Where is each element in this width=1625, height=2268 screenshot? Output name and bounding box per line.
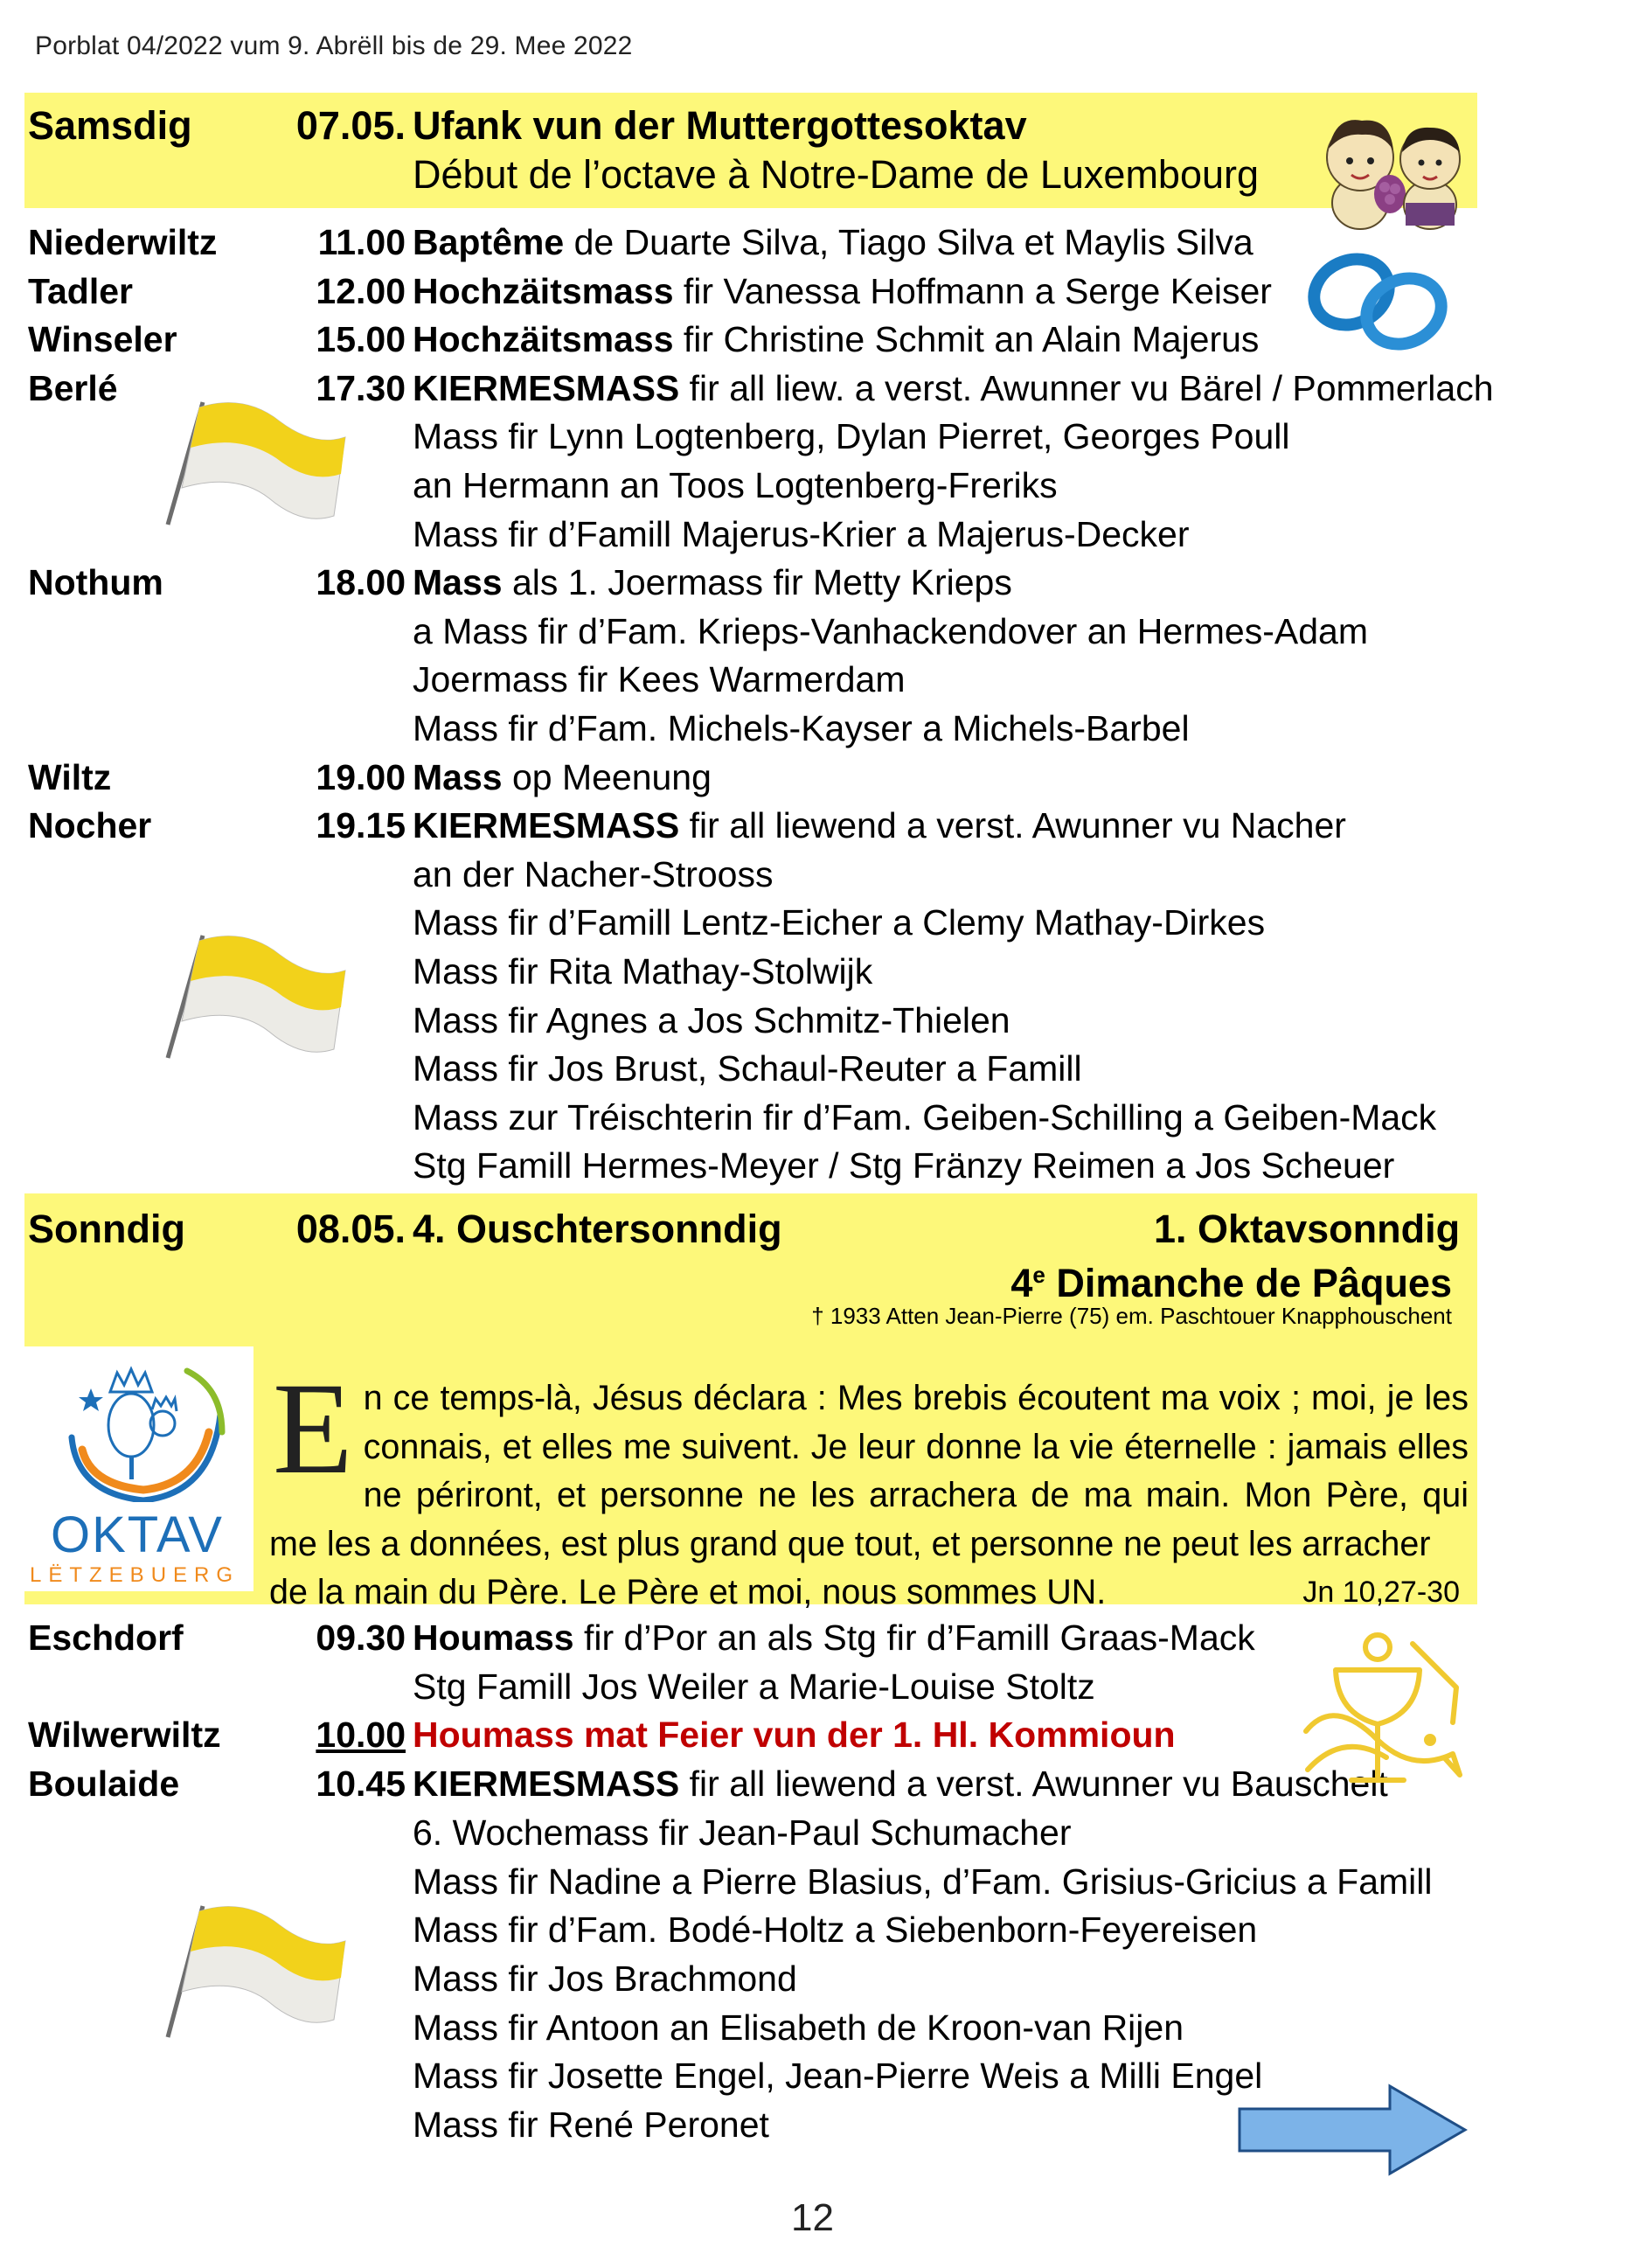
mass-intention: Mass zur Tréischterin fir d’Fam. Geiben-Schilling a Geiben-Mack <box>413 1096 1437 1137</box>
mass-time: 17.30 <box>316 367 406 408</box>
mass-intention: fir all liewend a verst. Awunner vu Bauschelt <box>679 1764 1388 1805</box>
mass-intention: Mass fir René Peronet <box>413 2105 769 2145</box>
mass-kind: Houmass mat Feier vun der 1. Hl. Kommioun <box>413 1715 1176 1756</box>
schedule-row <box>28 2003 1462 2052</box>
day-label: Sonndig <box>28 1207 185 1251</box>
mass-intention: Mass fir Agnes a Jos Schmitz-Thielen <box>413 999 1010 1040</box>
mass-intention: op Meenung <box>502 756 712 797</box>
schedule-row <box>28 1141 1462 1190</box>
gospel-text <box>269 1356 1469 1618</box>
mass-intention: fir d’Por an als Stg fir d’Famill Graas-Mack <box>573 1618 1255 1658</box>
mass-description <box>413 510 1190 559</box>
schedule-row <box>28 218 1462 267</box>
children-illustration <box>1309 107 1472 231</box>
mass-time: 12.00 <box>316 270 406 311</box>
mass-time: 10.45 <box>316 1764 406 1805</box>
mass-description <box>413 1613 1255 1662</box>
gospel-body: n ce temps-là, Jésus déclara : Mes brebis écoutent ma voix ; moi, je les connais, et elles me suivent. Je leur donne la vie éternelle : jamais elles ne périront, et personne ne les arrachera de ma main. Mon Père, qui me les a données, est plus grand que tout, et personne ne peut les arracher <box>269 1379 1469 1563</box>
mass-kind: Mass <box>413 562 503 603</box>
schedule-row <box>28 704 1462 753</box>
mass-description <box>413 461 1058 510</box>
mass-intention: Mass fir Lynn Logtenberg, Dylan Pierret, Georges Poull <box>413 416 1290 457</box>
mass-description <box>413 2003 1184 2052</box>
place-name: Boulaide <box>28 1764 180 1805</box>
mass-intention: Mass fir Antoon an Elisabeth de Kroon-van Rijen <box>413 2007 1184 2048</box>
schedule-row <box>28 1710 1462 1759</box>
mass-intention: fir Christine Schmit an Alain Majerus <box>673 319 1260 360</box>
saturday-heading <box>28 101 1462 150</box>
sunday-title-fr: 4e Dimanche de Pâques <box>1010 1261 1452 1305</box>
place-name: Wiltz <box>28 756 112 797</box>
octave-sunday-label: 1. Oktavsonndig <box>1154 1207 1461 1251</box>
mass-intention: Mass fir d’Fam. Bodé-Holtz a Siebenborn-Feyereisen <box>413 1910 1258 1951</box>
mass-kind: Hochzäitsmass <box>413 319 674 360</box>
mass-description <box>413 801 1346 850</box>
flag-icon <box>149 909 358 1084</box>
mass-intention: als 1. Joermass fir Metty Krieps <box>502 562 1012 603</box>
feast-title: Ufank vun der Muttergottesoktav <box>413 103 1027 148</box>
mass-intention: Joermass fir Kees Warmerdam <box>413 659 906 700</box>
gospel-last-line: de la main du Père. Le Père et moi, nous sommes UN. Jn 10,27-30 <box>269 1569 1469 1618</box>
place-name: Niederwiltz <box>28 222 218 262</box>
next-page-arrow-icon[interactable] <box>1236 2081 1472 2179</box>
date-label: 07.05. <box>295 103 406 148</box>
place-name: Wilwerwiltz <box>28 1715 221 1756</box>
place-name: Winseler <box>28 319 177 360</box>
mass-intention: Mass fir Nadine a Pierre Blasius, d’Fam. Grisius-Gricius a Famill <box>413 1861 1433 1902</box>
mass-time: 19.00 <box>316 756 406 797</box>
mass-description <box>413 218 1253 267</box>
mass-kind: Mass <box>413 756 503 797</box>
flag-icon <box>149 376 358 551</box>
place-name: Nothum <box>28 562 163 603</box>
mass-description <box>413 704 1190 753</box>
page-number: 12 <box>791 2196 834 2239</box>
oktav-emblem <box>56 1353 231 1502</box>
day-label: Samsdig <box>28 103 192 148</box>
place-name: Nocher <box>28 805 152 846</box>
mass-description <box>413 1759 1388 1808</box>
mass-description <box>413 850 773 899</box>
mass-description <box>413 2051 1262 2100</box>
schedule-row <box>28 655 1462 704</box>
schedule-row <box>28 267 1462 316</box>
saturday-subheading <box>28 150 1462 199</box>
mass-description <box>413 2100 769 2149</box>
schedule-row <box>28 801 1462 850</box>
schedule-row <box>28 1759 1462 1808</box>
mass-time: 18.00 <box>316 562 406 603</box>
mass-description <box>413 558 1012 607</box>
memorial-note: † 1933 Atten Jean-Pierre (75) em. Paschtouer Knapphouschent <box>811 1303 1452 1329</box>
gospel-reference: Jn 10,27-30 <box>1302 1576 1460 1609</box>
mass-description <box>413 1954 797 2003</box>
mass-description <box>413 267 1272 316</box>
mass-intention: Stg Famill Jos Weiler a Marie-Louise Stoltz <box>413 1666 1095 1707</box>
schedule-row <box>28 1093 1462 1142</box>
mass-description <box>413 412 1289 461</box>
mass-time: 10.00 <box>316 1715 406 1756</box>
mass-intention: Mass fir Rita Mathay-Stolwijk <box>413 951 873 991</box>
mass-intention: 6. Wochemass fir Jean-Paul Schumacher <box>413 1812 1072 1853</box>
mass-description <box>413 1662 1095 1711</box>
mass-description <box>413 753 712 802</box>
place-name: Eschdorf <box>28 1618 184 1658</box>
gospel-dropcap: E <box>273 1356 353 1501</box>
date-label: 08.05. <box>295 1207 406 1251</box>
schedule-row <box>28 1613 1462 1662</box>
mass-intention: Mass fir Josette Engel, Jean-Pierre Weis a Milli Engel <box>413 2056 1263 2097</box>
communion-symbol-icon <box>1281 1626 1474 1801</box>
mass-intention: Mass fir Jos Brachmond <box>413 1958 797 1999</box>
mass-intention: fir Vanessa Hoffmann a Serge Keiser <box>673 270 1272 311</box>
mass-kind: Hochzäitsmass <box>413 270 674 311</box>
mass-description <box>413 947 872 996</box>
schedule-row <box>28 753 1462 802</box>
mass-time: 19.15 <box>316 805 406 846</box>
page-header: Porblat 04/2022 vum 9. Abrëll bis de 29. Mee 2022 <box>35 31 633 60</box>
mass-intention: an der Nacher-Strooss <box>413 853 774 894</box>
schedule-row <box>28 558 1462 607</box>
mass-intention: Mass fir d’Fam. Michels-Kayser a Michels-Barbel <box>413 708 1190 748</box>
mass-description <box>413 1141 1394 1190</box>
mass-time: 09.30 <box>316 1618 406 1658</box>
mass-description <box>413 364 1494 413</box>
mass-description <box>413 315 1259 364</box>
mass-intention: a Mass fir d’Fam. Krieps-Vanhackendover an Hermes-Adam <box>413 610 1368 651</box>
mass-description <box>413 1710 1176 1759</box>
place-name: Tadler <box>28 270 133 311</box>
mass-description <box>413 655 906 704</box>
schedule-row <box>28 1857 1462 1906</box>
oktav-logo-title: OKTAV <box>51 1506 224 1563</box>
mass-description <box>413 1044 1082 1093</box>
feast-title-fr: Début de l’octave à Notre-Dame de Luxembourg <box>413 152 1260 197</box>
mass-intention: fir all liewend a verst. Awunner vu Nacher <box>679 805 1346 846</box>
sunday-heading <box>28 1205 1462 1254</box>
schedule-row <box>28 1808 1462 1857</box>
mass-description <box>413 1905 1257 1954</box>
schedule-row <box>28 315 1462 364</box>
mass-description <box>413 1857 1433 1906</box>
mass-kind: KIERMESMASS <box>413 805 680 846</box>
schedule-row <box>28 1662 1462 1711</box>
schedule-row <box>28 1954 1462 2003</box>
schedule-row <box>28 850 1462 899</box>
schedule-row <box>28 607 1462 656</box>
mass-kind: KIERMESMASS <box>413 367 680 408</box>
mass-intention: Mass fir d’Famill Lentz-Eicher a Clemy Mathay-Dirkes <box>413 902 1266 943</box>
mass-kind: KIERMESMASS <box>413 1764 680 1805</box>
oktav-logo-subtitle: LËTZEBUERG <box>30 1563 240 1587</box>
mass-description <box>413 1093 1436 1142</box>
mass-intention: fir all liew. a verst. Awunner vu Bärel / Pommerlach <box>679 367 1494 408</box>
oktav-logo <box>24 1346 253 1591</box>
mass-intention: Mass fir d’Famill Majerus-Krier a Majerus-Decker <box>413 513 1190 554</box>
mass-kind: Houmass <box>413 1618 574 1658</box>
mass-description <box>413 996 1010 1045</box>
place-name: Berlé <box>28 367 118 408</box>
sunday-title: 4. Ouschtersonndig <box>413 1207 782 1251</box>
mass-description <box>413 898 1265 947</box>
mass-intention: Mass fir Jos Brust, Schaul-Reuter a Famill <box>413 1048 1082 1089</box>
mass-intention: de Duarte Silva, Tiago Silva et Maylis Silva <box>564 222 1253 262</box>
mass-description <box>413 607 1368 656</box>
mass-kind: Baptême <box>413 222 565 262</box>
mass-intention: an Hermann an Toos Logtenberg-Freriks <box>413 465 1058 505</box>
mass-time: 11.00 <box>317 222 406 262</box>
mass-time: 15.00 <box>316 319 406 360</box>
mass-intention: Stg Famill Hermes-Meyer / Stg Fränzy Reimen a Jos Scheuer <box>413 1145 1395 1186</box>
schedule-row <box>28 1905 1462 1954</box>
mass-description <box>413 1808 1072 1857</box>
